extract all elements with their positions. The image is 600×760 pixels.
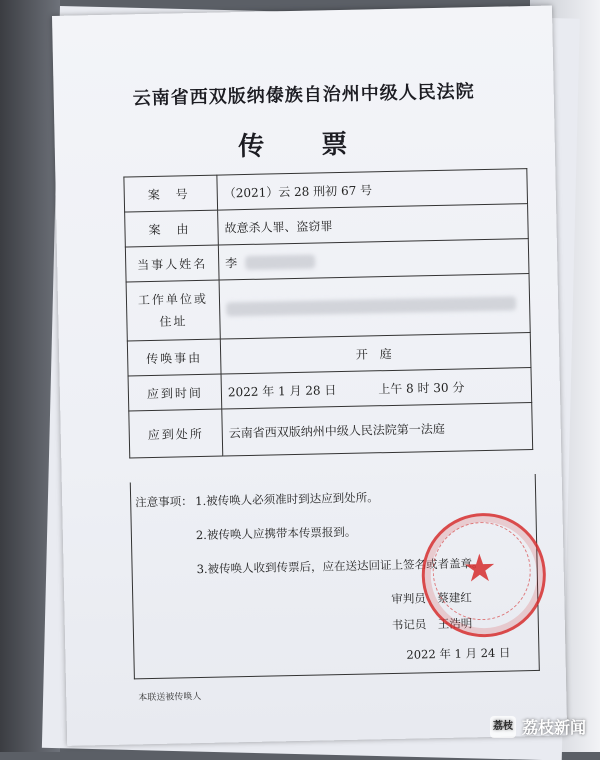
summons-reason-value: 开 庭	[220, 333, 531, 374]
watermark	[490, 715, 586, 738]
note-item: 3.被传唤人收到传票后，应在送达回证上签名或者盖章。	[196, 555, 483, 577]
case-cause-label: 案 由	[125, 210, 219, 247]
issue-date: 2022 年 1 月 24 日	[406, 645, 510, 663]
court-name: 云南省西双版纳傣族自治州中级人民法院	[53, 76, 553, 112]
footer-note: 本联送被传唤人	[138, 689, 201, 703]
appear-hour-value: 上午 8 时 30 分	[378, 380, 464, 396]
address-label: 工作单位或住址	[126, 280, 220, 341]
case-cause-value: 故意杀人罪、盗窃罪	[218, 204, 529, 245]
table-row	[126, 274, 530, 341]
note-item: 1.被传唤人必须准时到达应到处所。	[195, 489, 379, 509]
clerk-label: 书记员	[392, 616, 427, 633]
summons-table	[123, 168, 533, 458]
appear-place-label: 应到处所	[129, 409, 223, 458]
address-cell	[219, 274, 530, 339]
summons-document	[52, 6, 567, 746]
party-name-value: 李	[225, 256, 237, 270]
notes-heading: 注意事项：	[135, 493, 193, 510]
watermark-brand: 荔枝新闻	[522, 715, 586, 738]
appear-date-value: 2022 年 1 月 28 日	[228, 383, 337, 399]
judge-name: 蔡建红	[437, 589, 472, 606]
lizhi-logo-icon: 荔枝	[490, 716, 516, 738]
seal-star-icon: ★	[462, 546, 497, 591]
judge-label: 审判员	[391, 590, 426, 607]
redacted-name	[245, 255, 315, 270]
case-number-value: （2021）云 28 刑初 67 号	[217, 169, 528, 210]
document-title: 传 票	[54, 120, 555, 167]
clerk-name: 王浩明	[438, 615, 473, 632]
summons-reason-label: 传唤事由	[127, 339, 221, 376]
note-item: 2.被传唤人应携带本传票报到。	[196, 524, 357, 543]
appear-time-label: 应到时间	[128, 374, 222, 411]
party-name-label: 当事人姓名	[125, 245, 219, 282]
appear-place-value: 云南省西双版纳州中级人民法院第一法庭	[222, 403, 533, 456]
redacted-address	[226, 297, 516, 317]
case-number-label: 案 号	[124, 175, 218, 212]
table-row	[129, 403, 533, 458]
